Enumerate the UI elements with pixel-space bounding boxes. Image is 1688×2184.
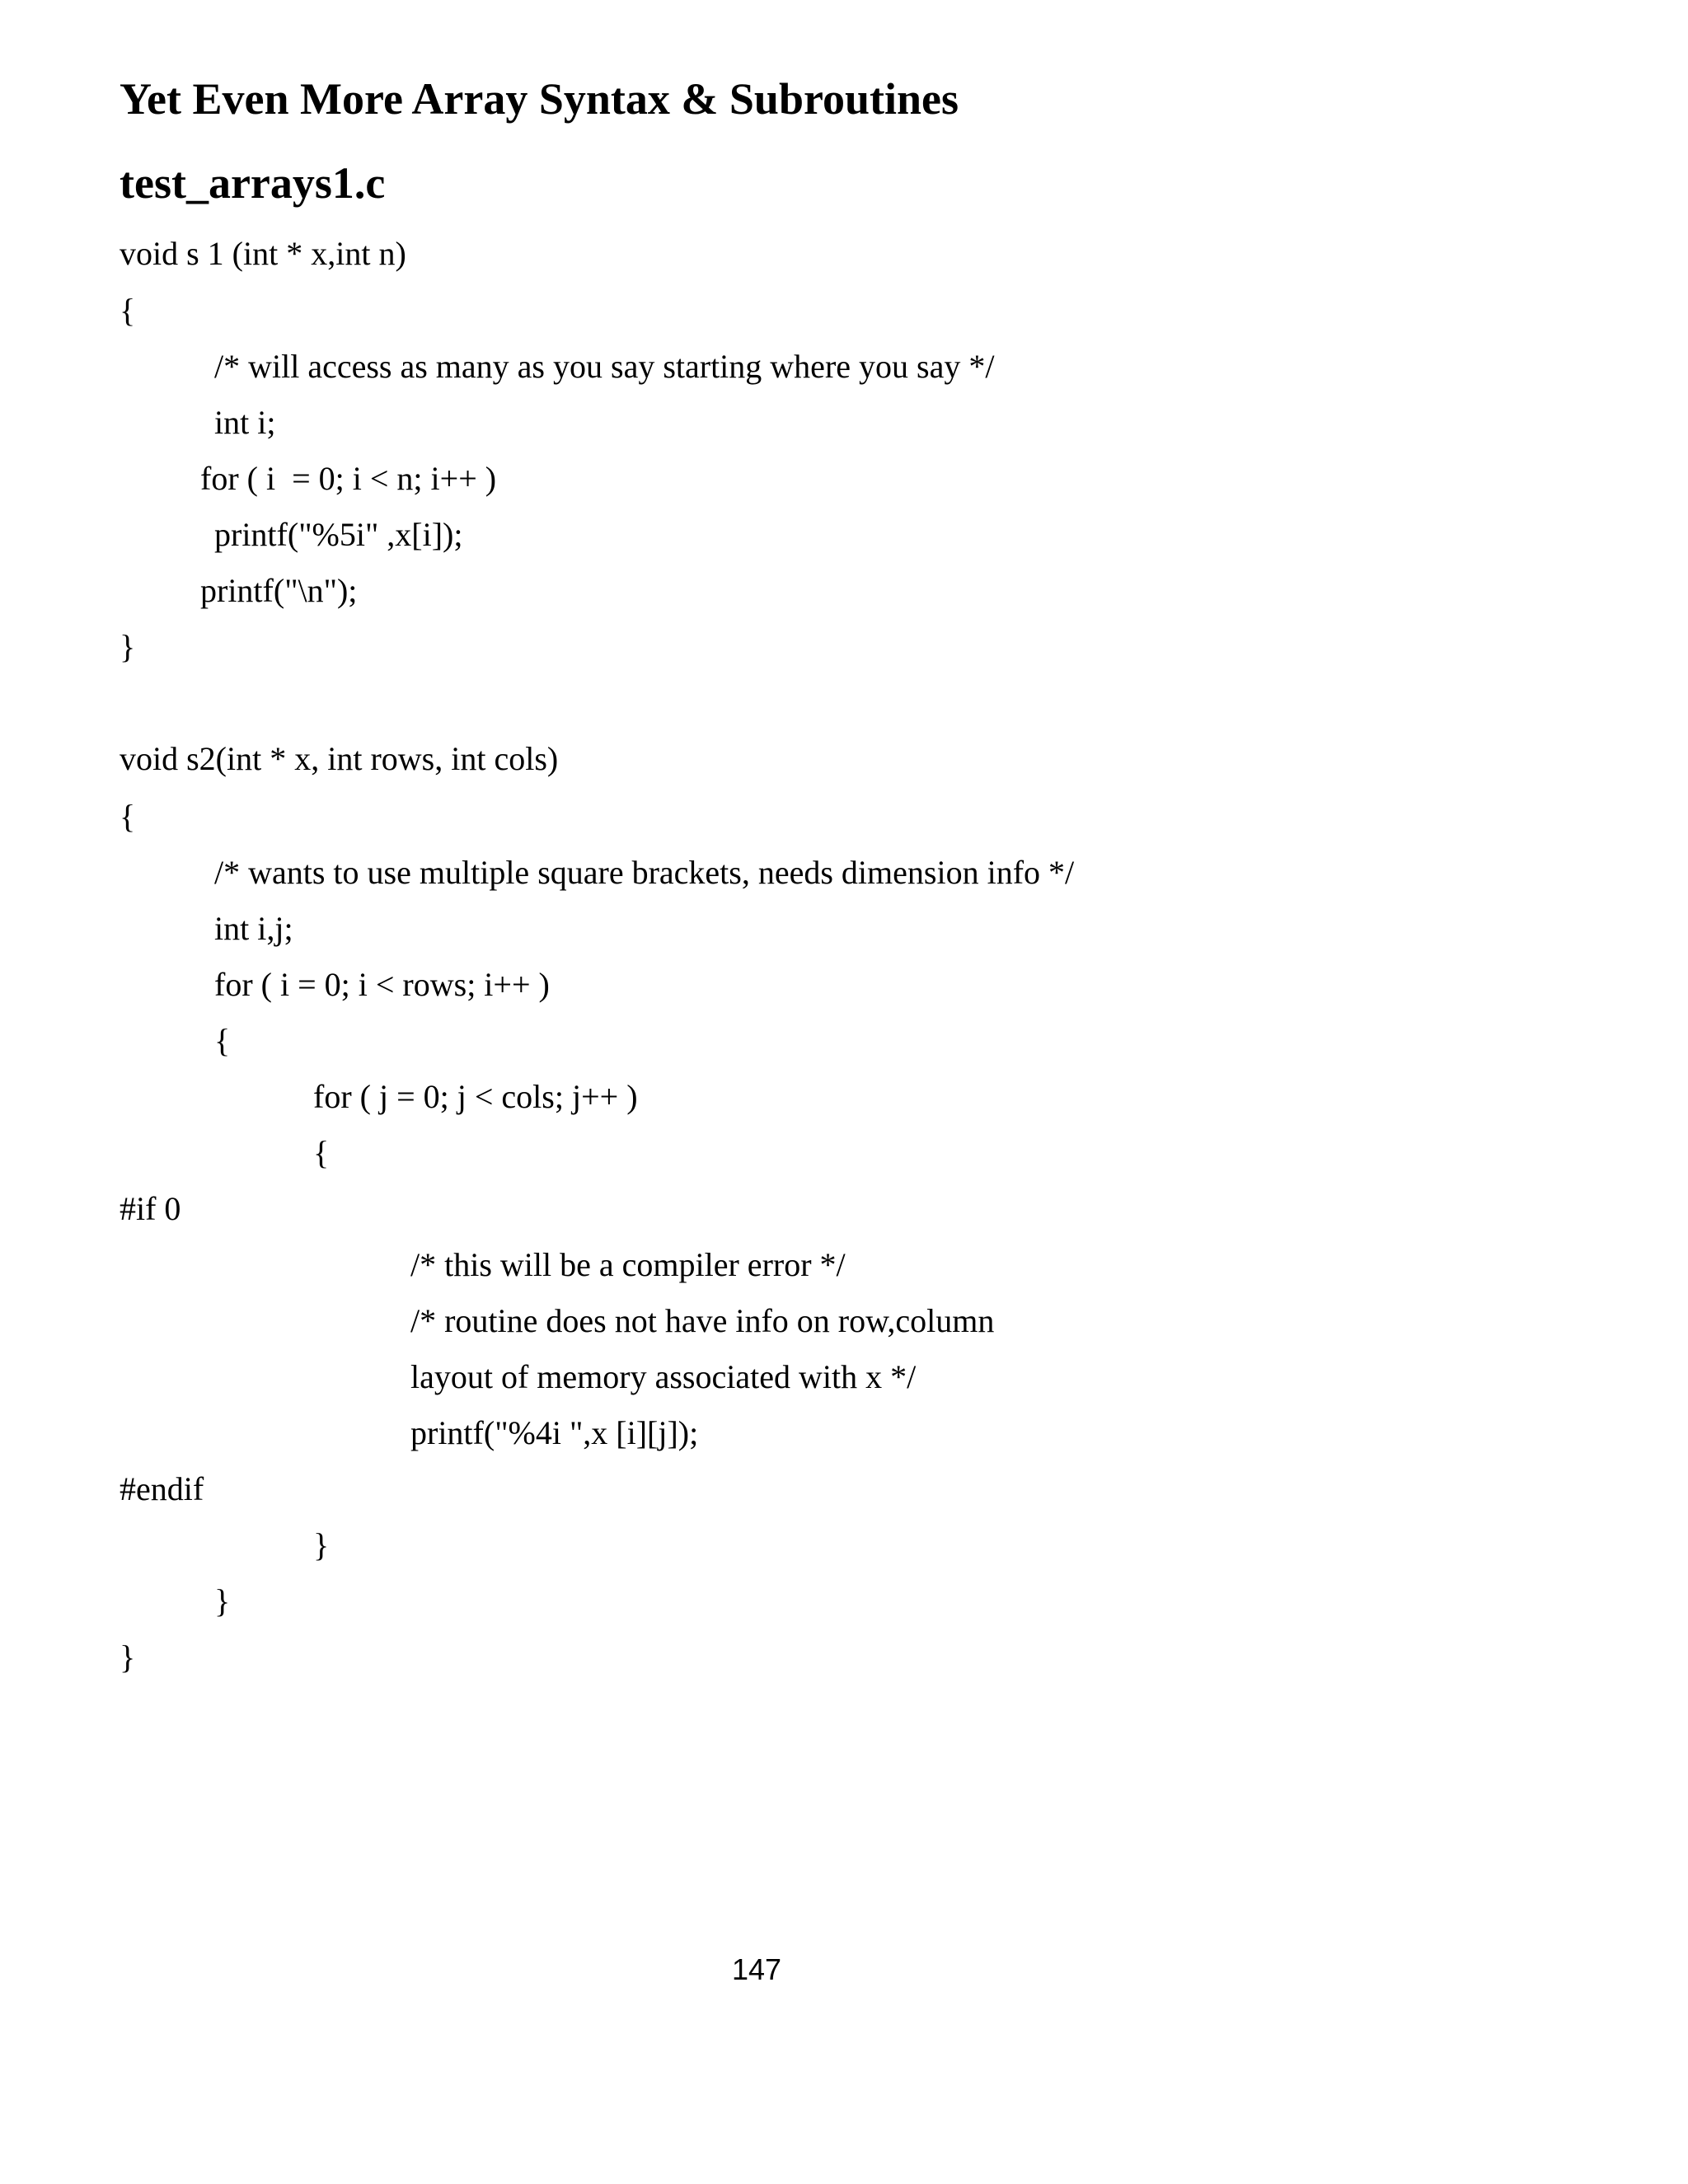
code-line: { bbox=[120, 798, 136, 835]
code-line: printf("%5i" ,x[i]); bbox=[214, 516, 463, 553]
code-line: } bbox=[120, 1638, 136, 1675]
code-line: { bbox=[313, 1134, 330, 1171]
page-title: Yet Even More Array Syntax & Subroutines bbox=[120, 74, 959, 124]
code-line: } bbox=[313, 1526, 330, 1563]
code-line: #if 0 bbox=[120, 1190, 181, 1227]
code-line: #endif bbox=[120, 1470, 204, 1507]
code-line: /* will access as many as you say starting where you say */ bbox=[214, 348, 995, 385]
code-line: printf("\n"); bbox=[200, 572, 358, 609]
code-line: for ( j = 0; j < cols; j++ ) bbox=[313, 1078, 638, 1115]
page-number: 147 bbox=[731, 1952, 782, 1986]
code-line: int i,j; bbox=[214, 910, 293, 947]
code-line: { bbox=[214, 1022, 231, 1059]
code-line: void s2(int * x, int rows, int cols) bbox=[120, 740, 559, 777]
code-line: for ( i = 0; i < n; i++ ) bbox=[200, 460, 497, 497]
code-line: printf("%4i ",x [i][j]); bbox=[410, 1414, 699, 1451]
code-line: /* this will be a compiler error */ bbox=[410, 1246, 846, 1283]
code-line: /* routine does not have info on row,column bbox=[410, 1302, 995, 1339]
code-line: int i; bbox=[214, 404, 276, 441]
code-line: for ( i = 0; i < rows; i++ ) bbox=[214, 966, 550, 1003]
code-line: layout of memory associated with x */ bbox=[410, 1358, 917, 1395]
code-line: void s 1 (int * x,int n) bbox=[120, 235, 406, 272]
code-line: { bbox=[120, 292, 136, 329]
code-line: /* wants to use multiple square brackets, needs dimension info */ bbox=[214, 854, 1075, 891]
code-line: } bbox=[214, 1582, 231, 1619]
file-name-heading: test_arrays1.c bbox=[120, 158, 386, 208]
code-line: } bbox=[120, 628, 136, 665]
